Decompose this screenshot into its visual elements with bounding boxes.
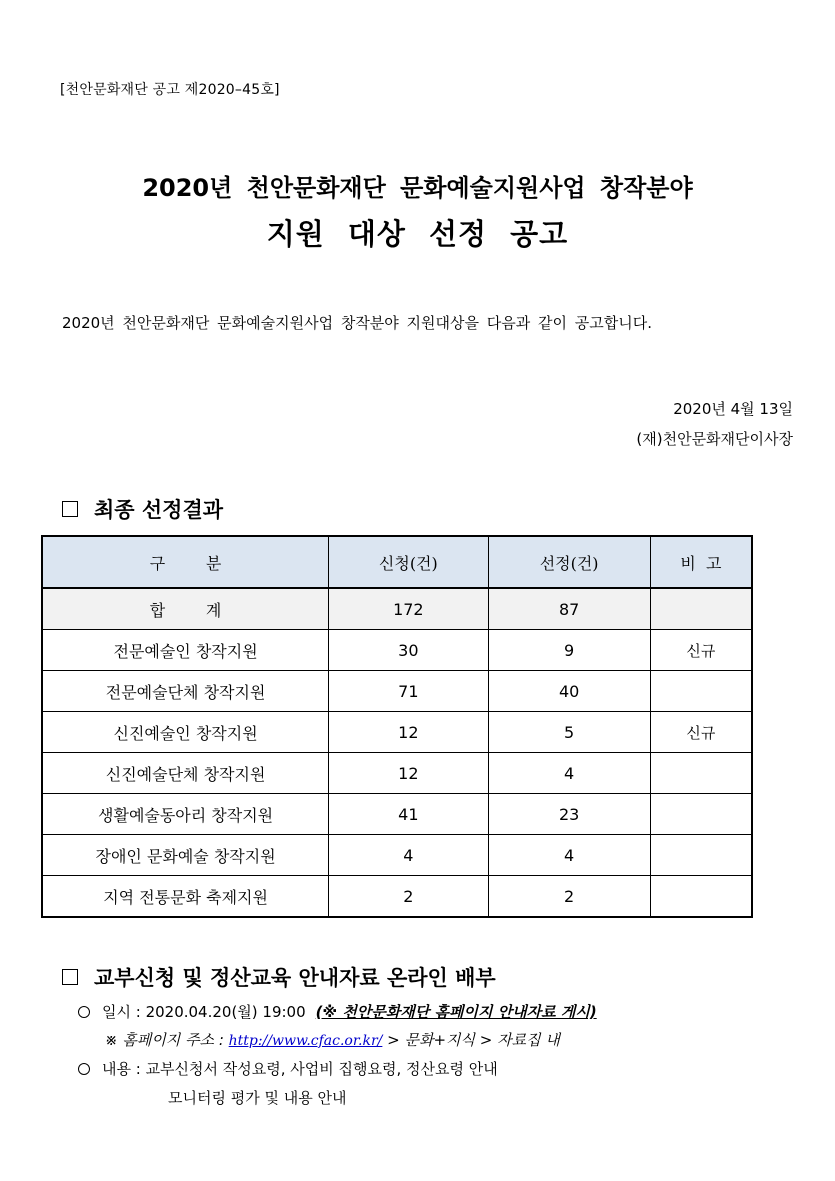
row-applied: 30 (329, 630, 488, 671)
total-category: 합 계 (42, 588, 329, 630)
section-online-materials-heading (62, 962, 496, 992)
total-selected: 87 (488, 588, 650, 630)
row-category: 신진예술인 창작지원 (42, 712, 329, 753)
section-heading-text: 교부신청 및 정산교육 안내자료 온라인 배부 (94, 966, 496, 990)
row-category: 생활예술동아리 창작지원 (42, 794, 329, 835)
table-row (42, 712, 752, 753)
homepage-link[interactable]: http://www.cfac.or.kr/ (228, 1033, 383, 1049)
row-selected: 9 (488, 630, 650, 671)
checkbox-square-icon (62, 969, 78, 985)
row-selected: 4 (488, 753, 650, 794)
row-category: 전문예술인 창작지원 (42, 630, 329, 671)
content-item (78, 1058, 498, 1079)
intro-text: 2020년 천안문화재단 문화예술지원사업 창작분야 지원대상을 다음과 같이 공고합니다. (62, 314, 652, 332)
total-note (650, 588, 752, 630)
schedule-emphasis: (※ 천안문화재단 홈페이지 안내자료 게시) (315, 1003, 597, 1021)
bullet-circle-icon (78, 1063, 90, 1075)
row-note: 신규 (650, 712, 752, 753)
title-line-1: 2020년 천안문화재단 문화예술지원사업 창작분야 (142, 174, 693, 202)
row-note (650, 835, 752, 876)
row-note: 신규 (650, 630, 752, 671)
table-row (42, 630, 752, 671)
table-row (42, 876, 752, 918)
table-row (42, 671, 752, 712)
total-applied: 172 (329, 588, 488, 630)
row-category: 신진예술단체 창작지원 (42, 753, 329, 794)
row-selected: 23 (488, 794, 650, 835)
notice-number: [천안문화재단 공고 제2020–45호] (60, 82, 280, 98)
row-note (650, 794, 752, 835)
row-note (650, 876, 752, 918)
row-selected: 40 (488, 671, 650, 712)
table-row (42, 835, 752, 876)
notice-date: 2020년 4월 13일 (673, 400, 793, 418)
section-final-results-heading (62, 494, 223, 524)
row-note (650, 671, 752, 712)
homepage-prefix: ※ 홈페이지 주소 : (105, 1031, 224, 1049)
schedule-text: 일시 : 2020.04.20(월) 19:00 (102, 1003, 306, 1021)
row-selected: 2 (488, 876, 650, 918)
checkbox-square-icon (62, 501, 78, 517)
row-applied: 71 (329, 671, 488, 712)
row-applied: 12 (329, 753, 488, 794)
title-line-2: 지원 대상 선정 공고 (266, 217, 569, 251)
row-selected: 5 (488, 712, 650, 753)
row-category: 장애인 문화예술 창작지원 (42, 835, 329, 876)
schedule-item (78, 1001, 597, 1022)
bullet-circle-icon (78, 1006, 90, 1018)
homepage-suffix: > 문화+지식 > 자료집 내 (387, 1031, 560, 1049)
table-row (42, 794, 752, 835)
content-text-continued: 모니터링 평가 및 내용 안내 (168, 1089, 347, 1107)
row-applied: 2 (329, 876, 488, 918)
homepage-address-line (105, 1029, 560, 1050)
header-applied: 신청(건) (329, 536, 488, 588)
section-heading-text: 최종 선정결과 (94, 498, 224, 522)
row-applied: 4 (329, 835, 488, 876)
table-row (42, 753, 752, 794)
header-selected: 선정(건) (488, 536, 650, 588)
row-applied: 41 (329, 794, 488, 835)
row-category: 지역 전통문화 축제지원 (42, 876, 329, 918)
row-applied: 12 (329, 712, 488, 753)
header-note: 비 고 (650, 536, 752, 588)
header-category: 구 분 (42, 536, 329, 588)
issuer-name: (재)천안문화재단이사장 (636, 430, 793, 448)
table-total-row (42, 588, 752, 630)
content-text: 내용 : 교부신청서 작성요령, 사업비 집행요령, 정산요령 안내 (102, 1060, 498, 1078)
row-note (650, 753, 752, 794)
row-category: 전문예술단체 창작지원 (42, 671, 329, 712)
results-table (41, 535, 753, 918)
row-selected: 4 (488, 835, 650, 876)
table-header-row (42, 536, 752, 588)
